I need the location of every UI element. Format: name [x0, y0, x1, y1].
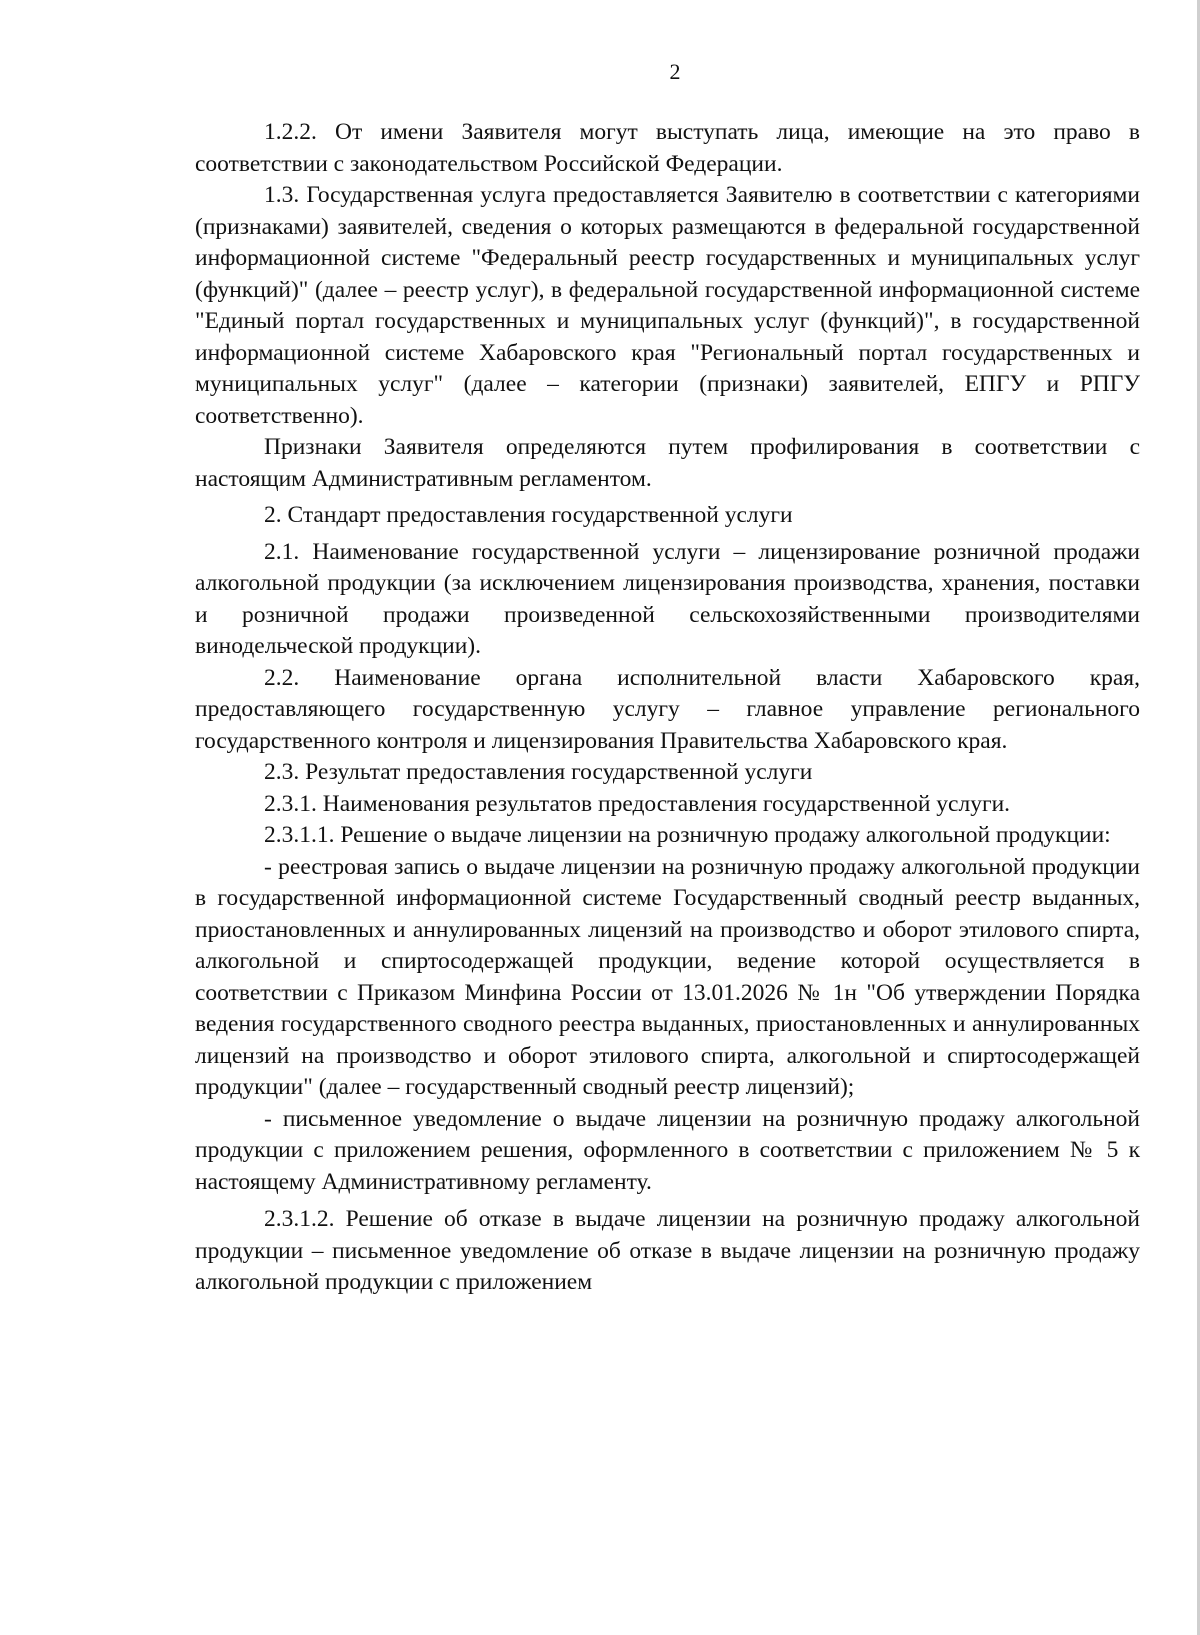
paragraph-1-3: 1.3. Государственная услуга предоставляется Заявителю в соответствии с категориями (признаками) заявителей, сведения о которых размещаются в федеральной государственной информационной системе "Федеральный реестр государственных и муниципальных услуг (функций)" (далее – реестр услуг), в федеральной государственной информационной системе "Единый портал государственных и муниципальных услуг (функций)", в государственной информационной системе Хабаровского края "Региональный портал государственных и муниципальных услуг" (далее – категории (признаки) заявителей, ЕПГУ и РПГУ соответственно). [195, 182, 1140, 429]
paragraph-2-2: 2.2. Наименование органа исполнительной власти Хабаровского края, предоставляющего государственную услугу – главное управление регионального государственного контроля и лицензирования Правительства Хабаровского края. [195, 664, 1140, 754]
section-heading-2: 2. Стандарт предоставления государственной услуги [264, 502, 793, 528]
document-body [195, 117, 1140, 1299]
paragraph-1-2-2: 1.2.2. От имени Заявителя могут выступать лица, имеющие на это право в соответствии с законодательством Российской Федерации. [195, 119, 1140, 177]
page-number: 2 [669, 59, 681, 84]
paragraph-2-3-1-1: 2.3.1.1. Решение о выдаче лицензии на розничную продажу алкогольной продукции: [264, 822, 1111, 848]
list-item-registry-record: - реестровая запись о выдаче лицензии на розничную продажу алкогольной продукции в государственной информационной системе Государственный сводный реестр выданных, приостановленных и аннулированных лицензий на производство и оборот этилового спирта, алкогольной и спиртосодержащей продукции, ведение которой осуществляется в соответствии с Приказом Минфина России от 13.01.2026 № 1н "Об утверждении Порядка ведения государственного сводного реестра выданных, приостановленных и аннулированных лицензий на производство и оборот этилового спирта, алкогольной и спиртосодержащей продукции" (далее – государственный сводный реестр лицензий); [195, 853, 1140, 1100]
paragraph-2-3-1: 2.3.1. Наименования результатов предоставления государственной услуги. [264, 790, 1011, 817]
paragraph-applicant-attributes: Признаки Заявителя определяются путем профилирования в соответствии с настоящим Административным регламентом. [195, 434, 1140, 492]
paragraph-2-1: 2.1. Наименование государственной услуги – лицензирование розничной продажи алкогольной продукции (за исключением лицензирования производства, хранения, поставки и розничной продажи произведенной сельскохозяйственными производителями винодельческой продукции). [195, 538, 1140, 659]
paragraph-2-3-1-2: 2.3.1.2. Решение об отказе в выдаче лицензии на розничную продажу алкогольной продукции – письменное уведомление об отказе в выдаче лицензии на розничную продажу алкогольной продукции с приложением [195, 1206, 1140, 1295]
subheading-2-3: 2.3. Результат предоставления государственной услуги [264, 759, 813, 785]
list-item-written-notice: - письменное уведомление о выдаче лицензии на розничную продажу алкогольной продукции с приложением решения, оформленного в соответствии с приложением № 5 к настоящему Административному регламенту. [195, 1105, 1140, 1195]
